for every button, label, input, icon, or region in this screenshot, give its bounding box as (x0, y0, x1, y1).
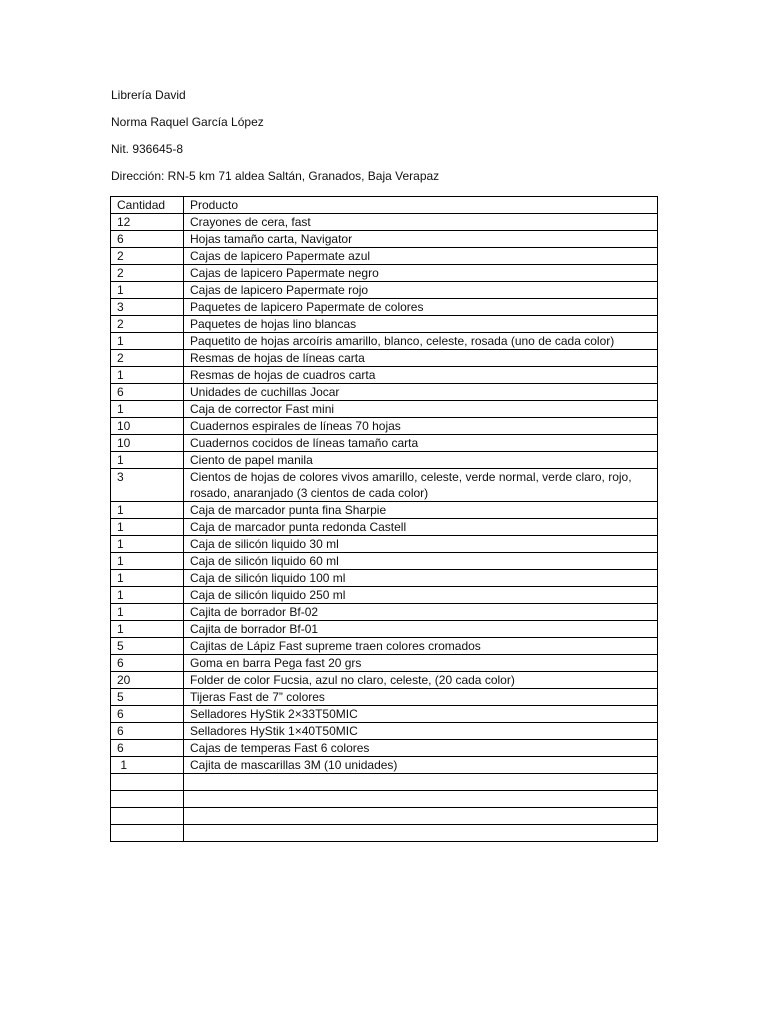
quantity-cell: 2 (111, 350, 184, 367)
product-cell: Caja de silicón liquido 30 ml (184, 536, 658, 553)
quantity-cell: 6 (111, 723, 184, 740)
table-row (111, 248, 658, 265)
product-cell: Unidades de cuchillas Jocar (184, 384, 658, 401)
table-row (111, 316, 658, 333)
quantity-cell: 1 (111, 367, 184, 384)
product-cell: Cajas de temperas Fast 6 colores (184, 740, 658, 757)
product-cell: Goma en barra Pega fast 20 grs (184, 655, 658, 672)
empty-cell (111, 825, 184, 842)
nit-number: Nit. 936645-8 (111, 142, 184, 156)
table-row (111, 536, 658, 553)
product-cell: Cuadernos espirales de líneas 70 hojas (184, 418, 658, 435)
quantity-cell: 2 (111, 316, 184, 333)
empty-cell (111, 791, 184, 808)
product-cell: Paquetes de lapicero Papermate de colores (184, 299, 658, 316)
table-row (111, 265, 658, 282)
empty-cell (111, 808, 184, 825)
document-header (111, 86, 439, 194)
product-cell: Cajas de lapicero Papermate azul (184, 248, 658, 265)
empty-row (111, 791, 658, 808)
table-row (111, 638, 658, 655)
table-row (111, 418, 658, 435)
quantity-cell: 1 (111, 621, 184, 638)
table-row (111, 435, 658, 452)
product-cell: Cientos de hojas de colores vivos amarillo, celeste, verde normal, verde claro, rojo, rosado, anaranjado (3 cientos de cada color) (184, 469, 658, 502)
quantity-cell: 6 (111, 655, 184, 672)
product-cell: Caja de silicón liquido 60 ml (184, 553, 658, 570)
table-row (111, 740, 658, 757)
table-row (111, 384, 658, 401)
address: Dirección: RN-5 km 71 aldea Saltán, Granados, Baja Verapaz (111, 169, 440, 183)
table-row (111, 367, 658, 384)
empty-cell (111, 774, 184, 791)
products-table (110, 196, 658, 842)
table-row (111, 621, 658, 638)
empty-cell (184, 825, 658, 842)
quantity-cell: 1 (111, 570, 184, 587)
product-cell: Selladores HyStik 2×33T50MIC (184, 706, 658, 723)
quantity-cell: 1 (111, 502, 184, 519)
product-cell: Cajita de borrador Bf-02 (184, 604, 658, 621)
table-row (111, 452, 658, 469)
product-cell: Cajas de lapicero Papermate rojo (184, 282, 658, 299)
product-cell: Ciento de papel manila (184, 452, 658, 469)
table-row (111, 231, 658, 248)
quantity-cell: 6 (111, 231, 184, 248)
empty-cell (184, 808, 658, 825)
store-name: Librería David (111, 88, 186, 102)
product-cell: Resmas de hojas de líneas carta (184, 350, 658, 367)
table-row (111, 469, 658, 502)
table-row (111, 519, 658, 536)
quantity-cell: 6 (111, 706, 184, 723)
table-row (111, 299, 658, 316)
empty-row (111, 808, 658, 825)
product-cell: Cuadernos cocidos de líneas tamaño carta (184, 435, 658, 452)
product-cell: Paquetes de hojas lino blancas (184, 316, 658, 333)
product-cell: Paquetito de hojas arcoíris amarillo, blanco, celeste, rosada (uno de cada color) (184, 333, 658, 350)
quantity-cell: 2 (111, 248, 184, 265)
table-header-row (111, 197, 658, 214)
quantity-cell: 10 (111, 418, 184, 435)
quantity-cell: 1 (111, 282, 184, 299)
product-cell: Caja de silicón liquido 250 ml (184, 587, 658, 604)
product-cell: Caja de silicón liquido 100 ml (184, 570, 658, 587)
table-row (111, 553, 658, 570)
product-cell: Selladores HyStik 1×40T50MIC (184, 723, 658, 740)
header-quantity: Cantidad (111, 197, 184, 214)
table-row (111, 723, 658, 740)
quantity-cell: 20 (111, 672, 184, 689)
product-cell: Caja de corrector Fast mini (184, 401, 658, 418)
product-cell: Crayones de cera, fast (184, 214, 658, 231)
table-row (111, 333, 658, 350)
table-row (111, 401, 658, 418)
table-row (111, 706, 658, 723)
quantity-cell: 10 (111, 435, 184, 452)
quantity-cell: 6 (111, 740, 184, 757)
product-cell: Cajitas de Lápiz Fast supreme traen colores cromados (184, 638, 658, 655)
table-row (111, 672, 658, 689)
quantity-cell: 2 (111, 265, 184, 282)
quantity-cell: 1 (111, 553, 184, 570)
table-row (111, 757, 658, 774)
quantity-cell: 1 (111, 604, 184, 621)
product-cell: Cajita de borrador Bf-01 (184, 621, 658, 638)
product-cell: Tijeras Fast de 7” colores (184, 689, 658, 706)
empty-row (111, 774, 658, 791)
product-cell: Folder de color Fucsia, azul no claro, celeste, (20 cada color) (184, 672, 658, 689)
product-cell: Resmas de hojas de cuadros carta (184, 367, 658, 384)
product-cell: Caja de marcador punta fina Sharpie (184, 502, 658, 519)
quantity-cell: 3 (111, 299, 184, 316)
quantity-cell: 5 (111, 689, 184, 706)
empty-row (111, 825, 658, 842)
product-cell: Caja de marcador punta redonda Castell (184, 519, 658, 536)
table-row (111, 604, 658, 621)
table-row (111, 570, 658, 587)
empty-cell (184, 774, 658, 791)
table-row (111, 689, 658, 706)
quantity-cell: 5 (111, 638, 184, 655)
table-row (111, 282, 658, 299)
product-cell: Hojas tamaño carta, Navigator (184, 231, 658, 248)
quantity-cell: 1 (111, 333, 184, 350)
table-row (111, 502, 658, 519)
empty-cell (184, 791, 658, 808)
quantity-cell: 1 (111, 587, 184, 604)
quantity-cell: 1 (111, 452, 184, 469)
quantity-cell: 1 (111, 757, 184, 774)
quantity-cell: 3 (111, 469, 184, 502)
quantity-cell: 1 (111, 519, 184, 536)
product-cell: Cajita de mascarillas 3M (10 unidades) (184, 757, 658, 774)
owner-name: Norma Raquel García López (111, 115, 264, 129)
table-row (111, 214, 658, 231)
table-row (111, 655, 658, 672)
quantity-cell: 6 (111, 384, 184, 401)
header-product: Producto (184, 197, 658, 214)
product-cell: Cajas de lapicero Papermate negro (184, 265, 658, 282)
table-row (111, 350, 658, 367)
quantity-cell: 1 (111, 536, 184, 553)
table-row (111, 587, 658, 604)
quantity-cell: 1 (111, 401, 184, 418)
quantity-cell: 12 (111, 214, 184, 231)
